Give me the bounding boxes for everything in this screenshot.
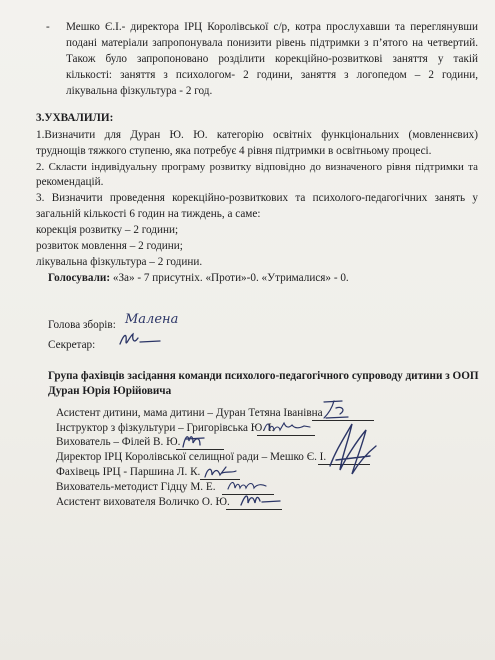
resolved-line-9: лікувальна фізкультура – 2 години. xyxy=(36,256,203,268)
bullet-dash: - xyxy=(46,21,50,33)
vote-label: Голосували: xyxy=(48,272,111,284)
member-2-signature xyxy=(262,419,314,435)
top-para-line-5: лікувальна фізкультура - 2 год. xyxy=(66,85,213,97)
resolved-line-5: 3. Визначити проведення корекційно-розвиткових та психолого-педагогічних занять у xyxy=(36,192,478,204)
resolved-line-1: 1.Визначити для Дуран Ю. Ю. категорію освітніх функціональних (мовленнєвих) xyxy=(36,129,478,141)
top-para-line-2: подані матеріали запропонувала понизити рівень підтримки з п’ятого на четвертий. xyxy=(66,37,478,49)
team-member-5: Фахівець ІРЦ - Паршина Л. К. xyxy=(56,466,201,478)
team-heading-line-2: Дуран Юрія Юрійовича xyxy=(48,385,172,397)
secretary-label: Секретар: xyxy=(48,339,96,351)
team-member-7: Асистент вихователя Воличко О. Ю. xyxy=(56,496,230,508)
top-para-line-4: кількості: заняття з психологом- 2 години, заняття з логопедом – 2 години, xyxy=(66,69,478,81)
team-heading-line-1: Група фахівців засідання команди психолого-педагогічного супроводу дитини з ООП xyxy=(48,370,479,382)
vote-line xyxy=(48,272,349,285)
chair-label: Голова зборів: xyxy=(48,319,116,331)
resolved-line-3: 2. Скласти індивідуальну програму розвитку відповідно до визначеного рівня підтримки та xyxy=(36,161,478,173)
top-para-line-1: Мешко Є.І.- директора ІРЦ Королівської с/р, котра прослухавши та переглянувши xyxy=(66,21,478,33)
resolved-line-7: корекція розвитку – 2 години; xyxy=(36,224,179,236)
resolved-line-8: розвиток мовлення – 2 години; xyxy=(36,240,183,252)
team-member-3: Вихователь – Філей В. Ю. xyxy=(56,436,181,448)
team-member-4: Директор ІРЦ Королівської селищної ради – Мешко Є. І. xyxy=(56,451,327,463)
secretary-signature xyxy=(118,330,164,350)
member-3-signature xyxy=(180,431,212,451)
team-member-6: Вихователь-методист Гідцу М. Е. xyxy=(56,481,216,493)
resolved-heading: 3.УХВАЛИЛИ: xyxy=(36,112,114,124)
member-4-signature xyxy=(322,420,382,480)
resolved-line-2: труднощів тяжкого ступеню, яка потребує 4 рівня підтримки в освітньому процесі. xyxy=(36,145,432,157)
resolved-line-6: загальній кількості 6 годин на тиждень, а саме: xyxy=(36,208,261,220)
vote-text: «За» - 7 присутніх. «Проти»-0. «Утрималися» - 0. xyxy=(110,272,349,284)
signature-line-2 xyxy=(257,435,315,436)
team-member-1: Асистент дитини, мама дитини – Дуран Тетяна Іванівна xyxy=(56,407,323,419)
chair-signature: Малена xyxy=(125,312,179,327)
team-member-2: Інструктор з фізкультури – Григорівська Ю. І. xyxy=(56,422,275,434)
member-1-signature xyxy=(318,396,358,422)
resolved-line-4: рекомендацій. xyxy=(36,176,104,188)
top-para-line-3: Також було запропоновано розділити корекційно-розвиткові заняття у такій xyxy=(66,53,478,65)
member-7-signature xyxy=(238,489,284,511)
